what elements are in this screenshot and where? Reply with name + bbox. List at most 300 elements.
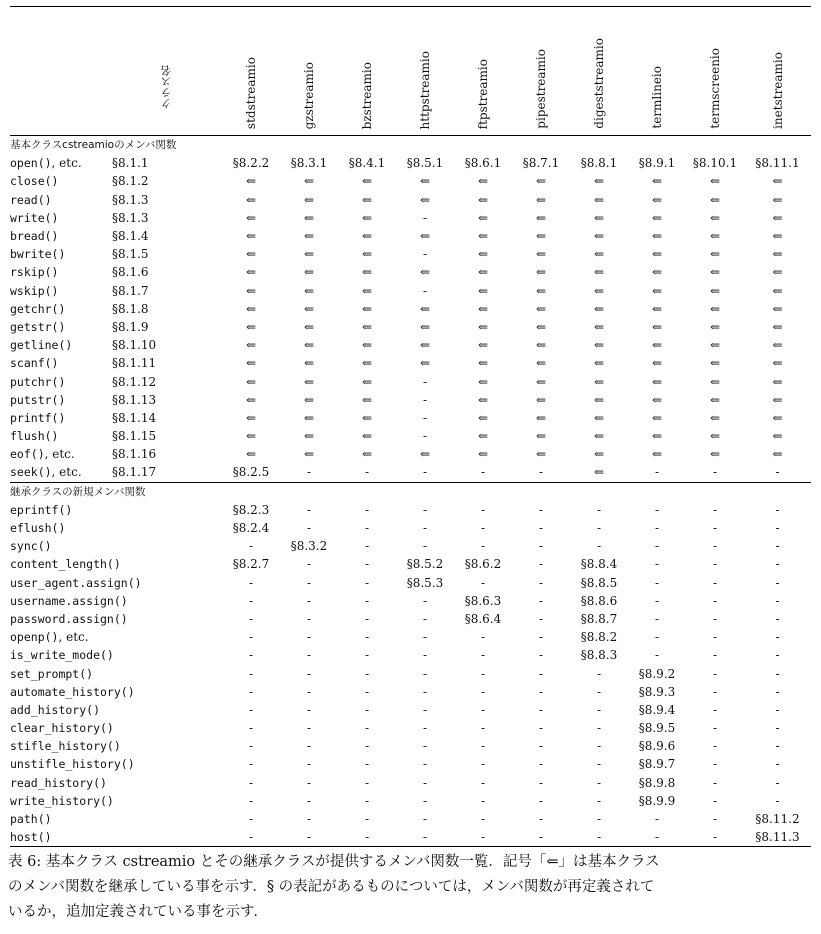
class-header-digeststreamio <box>570 7 628 136</box>
base-section-ref <box>112 501 222 519</box>
function-name-cell <box>10 755 135 773</box>
cell-stdstreamio: ⇐ <box>245 301 257 316</box>
cell-pipestreamio: ⇐ <box>535 210 547 225</box>
cell-inetstreamio: ⇐ <box>772 210 783 225</box>
class-header-gzstreamio <box>280 7 338 136</box>
function-name-cell <box>10 318 112 336</box>
cell-ftpstreamio: - <box>454 463 512 482</box>
cell-stdstreamio: - <box>248 721 254 736</box>
cell-inetstreamio: ⇐ <box>772 319 783 334</box>
cell-bzstreamio: - <box>364 721 370 736</box>
cell-bzstreamio: - <box>364 739 370 754</box>
function-name-cell <box>10 555 121 573</box>
cell-gzstreamio: ⇐ <box>303 392 315 407</box>
cell-digeststreamio: ⇐ <box>593 229 605 244</box>
base-section-ref <box>112 719 222 737</box>
caption-line: 表 6: 基本クラス cstreamio とその継承クラスが提供するメンバ関数一覧．記号「⇐」は基本クラス <box>8 854 660 870</box>
cell-httpstreamio: - <box>422 775 428 790</box>
cell-pipestreamio: - <box>538 502 544 517</box>
cell-inetstreamio: ⇐ <box>772 392 783 407</box>
cell-pipestreamio: ⇐ <box>535 447 547 462</box>
cell-pipestreamio: - <box>538 812 544 827</box>
cell-httpstreamio: ⇐ <box>419 338 431 353</box>
cell-digeststreamio: - <box>596 684 602 699</box>
class-header-httpstreamio <box>396 7 454 136</box>
function-name: host() <box>10 830 52 845</box>
cell-ftpstreamio: ⇐ <box>477 319 489 334</box>
cell-ftpstreamio: - <box>480 539 486 554</box>
cell-pipestreamio: - <box>538 557 544 572</box>
cell-gzstreamio: - <box>306 684 312 699</box>
cell-termlineio: ⇐ <box>651 429 663 444</box>
cell-httpstreamio: ⇐ <box>419 447 431 462</box>
cell-digeststreamio: ⇐ <box>593 174 605 189</box>
table-row <box>10 701 811 719</box>
cell-termscreenio: - <box>712 648 718 663</box>
cell-stdstreamio: ⇐ <box>245 247 257 262</box>
cell-httpstreamio: - <box>422 283 428 298</box>
cell-ftpstreamio: ⇐ <box>477 283 489 298</box>
cell-termscreenio: ⇐ <box>709 374 721 389</box>
cell-digeststreamio: §8.8.2 <box>580 630 618 645</box>
function-name-cell <box>10 537 112 555</box>
cell-bzstreamio: ⇐ <box>361 319 373 334</box>
table-row <box>10 610 811 628</box>
cell-termlineio: - <box>654 593 660 608</box>
class-name-label: ftpstreamio <box>476 58 490 129</box>
group-heading: 基本クラスcstreamioのメンバ関数 <box>10 139 177 152</box>
cell-termlineio: - <box>654 502 660 517</box>
cell-inetstreamio: - <box>775 721 780 736</box>
cell-httpstreamio: - <box>396 828 454 847</box>
cell-pipestreamio: - <box>538 757 544 772</box>
table-row <box>10 191 811 209</box>
cell-ftpstreamio: - <box>480 702 486 717</box>
base-section-ref: §8.1.10 <box>112 338 157 353</box>
cell-inetstreamio: ⇐ <box>772 410 783 425</box>
cell-termlineio: - <box>654 611 660 626</box>
cell-httpstreamio: - <box>422 392 428 407</box>
function-suffix: , etc. <box>51 465 82 480</box>
class-header-termscreenio <box>686 7 744 136</box>
function-name: set_prompt() <box>10 666 94 681</box>
cell-digeststreamio: §8.8.5 <box>580 575 618 590</box>
cell-stdstreamio: - <box>248 739 254 754</box>
cell-digeststreamio: ⇐ <box>593 392 605 407</box>
cell-ftpstreamio: - <box>480 775 486 790</box>
cell-termlineio: §8.9.2 <box>638 666 676 681</box>
cell-termscreenio: §8.10.1 <box>692 156 738 171</box>
table-row <box>10 282 811 300</box>
base-section-ref <box>112 555 222 573</box>
cell-ftpstreamio: §8.6.4 <box>464 611 502 626</box>
function-name: write() <box>10 210 59 225</box>
cell-inetstreamio: - <box>775 539 780 554</box>
cell-pipestreamio: - <box>538 684 544 699</box>
cell-gzstreamio: ⇐ <box>303 247 315 262</box>
cell-pipestreamio: ⇐ <box>535 374 547 389</box>
cell-termscreenio: ⇐ <box>709 283 721 298</box>
function-name-cell <box>10 300 112 318</box>
cell-stdstreamio: ⇐ <box>245 174 257 189</box>
base-section-ref <box>112 646 222 664</box>
cell-pipestreamio: §8.7.1 <box>522 156 560 171</box>
cell-termscreenio: ⇐ <box>709 356 721 371</box>
cell-httpstreamio: ⇐ <box>419 174 431 189</box>
cell-httpstreamio: - <box>422 648 428 663</box>
cell-bzstreamio: - <box>364 557 370 572</box>
base-section-ref: §8.1.4 <box>112 229 149 244</box>
cell-httpstreamio: §8.5.3 <box>406 575 444 590</box>
base-section-ref <box>112 792 222 810</box>
function-name: user_agent.assign() <box>10 575 142 590</box>
cell-pipestreamio: ⇐ <box>535 356 547 371</box>
cell-termscreenio: - <box>712 521 718 536</box>
cell-pipestreamio: ⇐ <box>535 265 547 280</box>
cell-termscreenio: - <box>712 684 718 699</box>
cell-inetstreamio: ⇐ <box>772 338 783 353</box>
table-row <box>10 354 811 372</box>
cell-gzstreamio: ⇐ <box>303 319 315 334</box>
cell-digeststreamio: - <box>596 812 602 827</box>
base-section-ref: §8.1.12 <box>112 374 157 389</box>
cell-inetstreamio: - <box>775 575 780 590</box>
function-name: automate_history() <box>10 684 135 699</box>
cell-digeststreamio: §8.8.7 <box>580 611 618 626</box>
cell-digeststreamio: ⇐ <box>593 265 605 280</box>
cell-stdstreamio: - <box>248 575 254 590</box>
class-header-inetstreamio <box>744 7 811 136</box>
cell-termscreenio: ⇐ <box>709 429 721 444</box>
function-name: seek() <box>10 465 52 480</box>
cell-gzstreamio: ⇐ <box>303 429 315 444</box>
cell-inetstreamio: - <box>775 521 780 536</box>
function-name-cell <box>10 282 112 300</box>
cell-bzstreamio: - <box>364 575 370 590</box>
cell-inetstreamio: - <box>775 666 780 681</box>
class-name-label: httpstreamio <box>418 50 432 129</box>
base-section-ref <box>112 537 222 555</box>
function-name: is_write_mode() <box>10 648 114 663</box>
cell-pipestreamio: - <box>538 702 544 717</box>
cell-termscreenio: - <box>712 702 718 717</box>
cell-bzstreamio: - <box>364 793 370 808</box>
cell-digeststreamio: - <box>596 539 602 554</box>
cell-stdstreamio: §8.2.3 <box>232 502 270 517</box>
cell-httpstreamio: - <box>422 210 428 225</box>
function-name-cell <box>10 172 112 190</box>
function-name-cell <box>10 336 112 354</box>
cell-termlineio: ⇐ <box>651 283 663 298</box>
table-row <box>10 445 811 463</box>
cell-bzstreamio: - <box>364 521 370 536</box>
cell-pipestreamio: ⇐ <box>535 192 547 207</box>
class-name-label: digeststreamio <box>592 38 606 129</box>
cell-digeststreamio: §8.8.1 <box>580 156 618 171</box>
function-name: putchr() <box>10 374 66 389</box>
cell-bzstreamio: - <box>364 666 370 681</box>
cell-termlineio: ⇐ <box>651 356 663 371</box>
cell-stdstreamio: §8.2.5 <box>222 463 280 482</box>
cell-inetstreamio: - <box>775 793 780 808</box>
table-row <box>10 628 811 646</box>
cell-pipestreamio: ⇐ <box>535 429 547 444</box>
base-section-ref: §8.1.3 <box>112 192 149 207</box>
function-name-cell <box>10 245 112 263</box>
table-row <box>10 463 811 482</box>
cell-bzstreamio: - <box>364 702 370 717</box>
class-name-label: gzstreamio <box>302 61 316 129</box>
cell-termscreenio: ⇐ <box>709 265 721 280</box>
cell-pipestreamio: - <box>538 593 544 608</box>
cell-digeststreamio: - <box>596 793 602 808</box>
cell-ftpstreamio: §8.6.1 <box>464 156 502 171</box>
function-name: unstifle_history() <box>10 757 135 772</box>
cell-bzstreamio: ⇐ <box>361 356 373 371</box>
cell-stdstreamio: ⇐ <box>245 229 257 244</box>
cell-termscreenio: ⇐ <box>709 210 721 225</box>
class-name-label: pipestreamio <box>534 49 548 129</box>
cell-httpstreamio: ⇐ <box>419 356 431 371</box>
cell-stdstreamio: ⇐ <box>245 283 257 298</box>
table-header-row <box>10 7 811 136</box>
cell-gzstreamio: ⇐ <box>303 283 315 298</box>
cell-bzstreamio: - <box>364 539 370 554</box>
cell-digeststreamio: ⇐ <box>593 192 605 207</box>
cell-termscreenio: - <box>686 463 744 482</box>
cell-termlineio: - <box>654 648 660 663</box>
cell-termscreenio: - <box>712 502 718 517</box>
table-row <box>10 245 811 263</box>
cell-termscreenio: - <box>712 721 718 736</box>
cell-stdstreamio: - <box>248 775 254 790</box>
cell-digeststreamio: - <box>596 521 602 536</box>
cell-ftpstreamio: ⇐ <box>477 410 489 425</box>
base-section-ref: §8.1.13 <box>112 392 157 407</box>
function-suffix: , etc. <box>58 630 89 645</box>
cell-termscreenio: - <box>712 575 718 590</box>
cell-inetstreamio: §8.11.2 <box>755 812 800 827</box>
cell-gzstreamio: §8.3.1 <box>290 156 328 171</box>
cell-httpstreamio: - <box>422 812 428 827</box>
function-name-cell <box>10 463 112 482</box>
cell-pipestreamio: - <box>512 463 570 482</box>
cell-inetstreamio: ⇐ <box>772 174 783 189</box>
function-name: username.assign() <box>10 593 128 608</box>
cell-pipestreamio: ⇐ <box>535 174 547 189</box>
base-section-ref: §8.1.2 <box>112 174 149 189</box>
table-row <box>10 519 811 537</box>
cell-stdstreamio: - <box>248 793 254 808</box>
cell-inetstreamio: ⇐ <box>772 356 783 371</box>
cell-gzstreamio: ⇐ <box>303 356 315 371</box>
group-heading: 継承クラスの新規メンバ関数 <box>10 485 146 498</box>
cell-digeststreamio: ⇐ <box>593 247 605 262</box>
cell-inetstreamio: ⇐ <box>772 192 783 207</box>
function-name-cell <box>10 409 112 427</box>
base-section-ref <box>112 737 222 755</box>
cell-termlineio: ⇐ <box>651 319 663 334</box>
table-row <box>10 592 811 610</box>
base-section-ref <box>112 774 222 792</box>
cell-termlineio: ⇐ <box>651 265 663 280</box>
cell-ftpstreamio: - <box>480 812 486 827</box>
cell-digeststreamio: ⇐ <box>593 429 605 444</box>
cell-digeststreamio: - <box>570 828 628 847</box>
cell-ftpstreamio: ⇐ <box>477 210 489 225</box>
table-row <box>10 501 811 519</box>
cell-gzstreamio: ⇐ <box>303 410 315 425</box>
cell-termlineio: - <box>654 630 660 645</box>
function-name: read() <box>10 192 52 207</box>
cell-ftpstreamio: - <box>480 757 486 772</box>
cell-inetstreamio: ⇐ <box>772 447 783 462</box>
cell-termscreenio: ⇐ <box>709 319 721 334</box>
function-name: read_history() <box>10 775 107 790</box>
table-row <box>10 154 811 172</box>
base-section-ref: §8.1.3 <box>112 210 149 225</box>
cell-httpstreamio: §8.5.2 <box>406 557 444 572</box>
cell-httpstreamio: - <box>422 502 428 517</box>
table-row <box>10 227 811 245</box>
class-header-termlineio <box>628 7 686 136</box>
cell-gzstreamio: - <box>306 702 312 717</box>
cell-termlineio: ⇐ <box>651 410 663 425</box>
table-row <box>10 427 811 445</box>
function-name: stifle_history() <box>10 739 121 754</box>
cell-inetstreamio: §8.11.1 <box>755 156 800 171</box>
cell-pipestreamio: ⇐ <box>535 319 547 334</box>
cell-stdstreamio: ⇐ <box>245 265 257 280</box>
table-row <box>10 555 811 573</box>
cell-gzstreamio: ⇐ <box>303 301 315 316</box>
cell-termlineio: §8.9.1 <box>638 156 676 171</box>
cell-termlineio: ⇐ <box>651 392 663 407</box>
cell-termlineio: §8.9.3 <box>638 684 676 699</box>
cell-bzstreamio: - <box>364 812 370 827</box>
class-name-label: termscreenio <box>708 48 722 129</box>
cell-termscreenio: ⇐ <box>709 338 721 353</box>
corner-label: クラス名 <box>160 65 173 109</box>
cell-inetstreamio: ⇐ <box>772 429 783 444</box>
function-name: open() <box>10 156 52 171</box>
base-section-ref <box>112 610 222 628</box>
base-section-ref <box>112 628 222 646</box>
cell-termlineio: - <box>654 539 660 554</box>
cell-ftpstreamio: ⇐ <box>477 429 489 444</box>
function-name-cell <box>10 427 112 445</box>
cell-gzstreamio: ⇐ <box>303 174 315 189</box>
class-name-label: termlineio <box>650 66 664 129</box>
function-name-cell <box>10 828 112 847</box>
cell-inetstreamio: ⇐ <box>772 283 783 298</box>
cell-termscreenio: - <box>686 828 744 847</box>
cell-httpstreamio: - <box>422 757 428 772</box>
cell-httpstreamio: ⇐ <box>419 229 431 244</box>
cell-termscreenio: - <box>712 539 718 554</box>
base-section-ref <box>112 810 222 828</box>
base-section-ref: §8.1.15 <box>112 429 157 444</box>
function-name-cell <box>10 792 112 810</box>
cell-gzstreamio: ⇐ <box>303 338 315 353</box>
cell-termscreenio: - <box>712 557 718 572</box>
cell-inetstreamio: - <box>775 557 780 572</box>
cell-inetstreamio: - <box>775 611 780 626</box>
cell-digeststreamio: - <box>596 721 602 736</box>
cell-inetstreamio: - <box>744 463 811 482</box>
cell-pipestreamio: ⇐ <box>535 392 547 407</box>
base-section-ref: §8.1.1 <box>112 156 149 171</box>
function-name: clear_history() <box>10 721 114 736</box>
cell-httpstreamio: - <box>422 611 428 626</box>
base-section-ref: §8.1.6 <box>112 265 149 280</box>
function-name-cell <box>10 701 112 719</box>
cell-httpstreamio: - <box>422 721 428 736</box>
cell-stdstreamio: - <box>248 684 254 699</box>
cell-termscreenio: - <box>712 739 718 754</box>
function-name: getline() <box>10 338 73 353</box>
base-section-ref <box>112 828 222 847</box>
cell-httpstreamio: ⇐ <box>419 265 431 280</box>
function-name-cell <box>10 719 112 737</box>
cell-bzstreamio: - <box>364 593 370 608</box>
function-name-cell <box>10 227 112 245</box>
function-name: eof() <box>10 447 45 462</box>
cell-digeststreamio: - <box>596 757 602 772</box>
cell-termlineio: - <box>654 812 660 827</box>
cell-digeststreamio: ⇐ <box>593 283 605 298</box>
base-section-ref: §8.1.7 <box>112 283 149 298</box>
cell-termlineio: §8.9.8 <box>638 775 676 790</box>
cell-httpstreamio: - <box>422 793 428 808</box>
table-row <box>10 209 811 227</box>
cell-digeststreamio: §8.8.6 <box>580 593 618 608</box>
cell-pipestreamio: - <box>512 828 570 847</box>
cell-stdstreamio: - <box>222 828 280 847</box>
cell-bzstreamio: ⇐ <box>361 210 373 225</box>
function-name: rskip() <box>10 265 59 280</box>
cell-httpstreamio: - <box>422 684 428 699</box>
cell-pipestreamio: - <box>538 666 544 681</box>
cell-bzstreamio: ⇐ <box>361 283 373 298</box>
cell-termlineio: ⇐ <box>651 210 663 225</box>
function-name-cell <box>10 263 112 281</box>
cell-termlineio: §8.9.9 <box>638 793 676 808</box>
cell-pipestreamio: - <box>538 721 544 736</box>
cell-digeststreamio: ⇐ <box>593 410 605 425</box>
cell-termlineio: §8.9.4 <box>638 702 676 717</box>
cell-stdstreamio: ⇐ <box>245 392 257 407</box>
base-section-ref: §8.1.16 <box>112 447 157 462</box>
cell-digeststreamio: ⇐ <box>570 463 628 482</box>
cell-bzstreamio: ⇐ <box>361 265 373 280</box>
cell-httpstreamio: - <box>422 374 428 389</box>
cell-stdstreamio: §8.2.2 <box>232 156 270 171</box>
cell-inetstreamio: ⇐ <box>772 247 783 262</box>
cell-stdstreamio: - <box>248 757 254 772</box>
table-row <box>10 172 811 190</box>
class-header-pipestreamio <box>512 7 570 136</box>
function-name-cell <box>10 574 142 592</box>
cell-pipestreamio: - <box>538 739 544 754</box>
cell-gzstreamio: - <box>280 463 338 482</box>
cell-digeststreamio: ⇐ <box>593 210 605 225</box>
cell-stdstreamio: ⇐ <box>245 447 257 462</box>
function-name: flush() <box>10 429 59 444</box>
table-row <box>10 336 811 354</box>
cell-stdstreamio: - <box>248 812 254 827</box>
cell-httpstreamio: - <box>422 247 428 262</box>
